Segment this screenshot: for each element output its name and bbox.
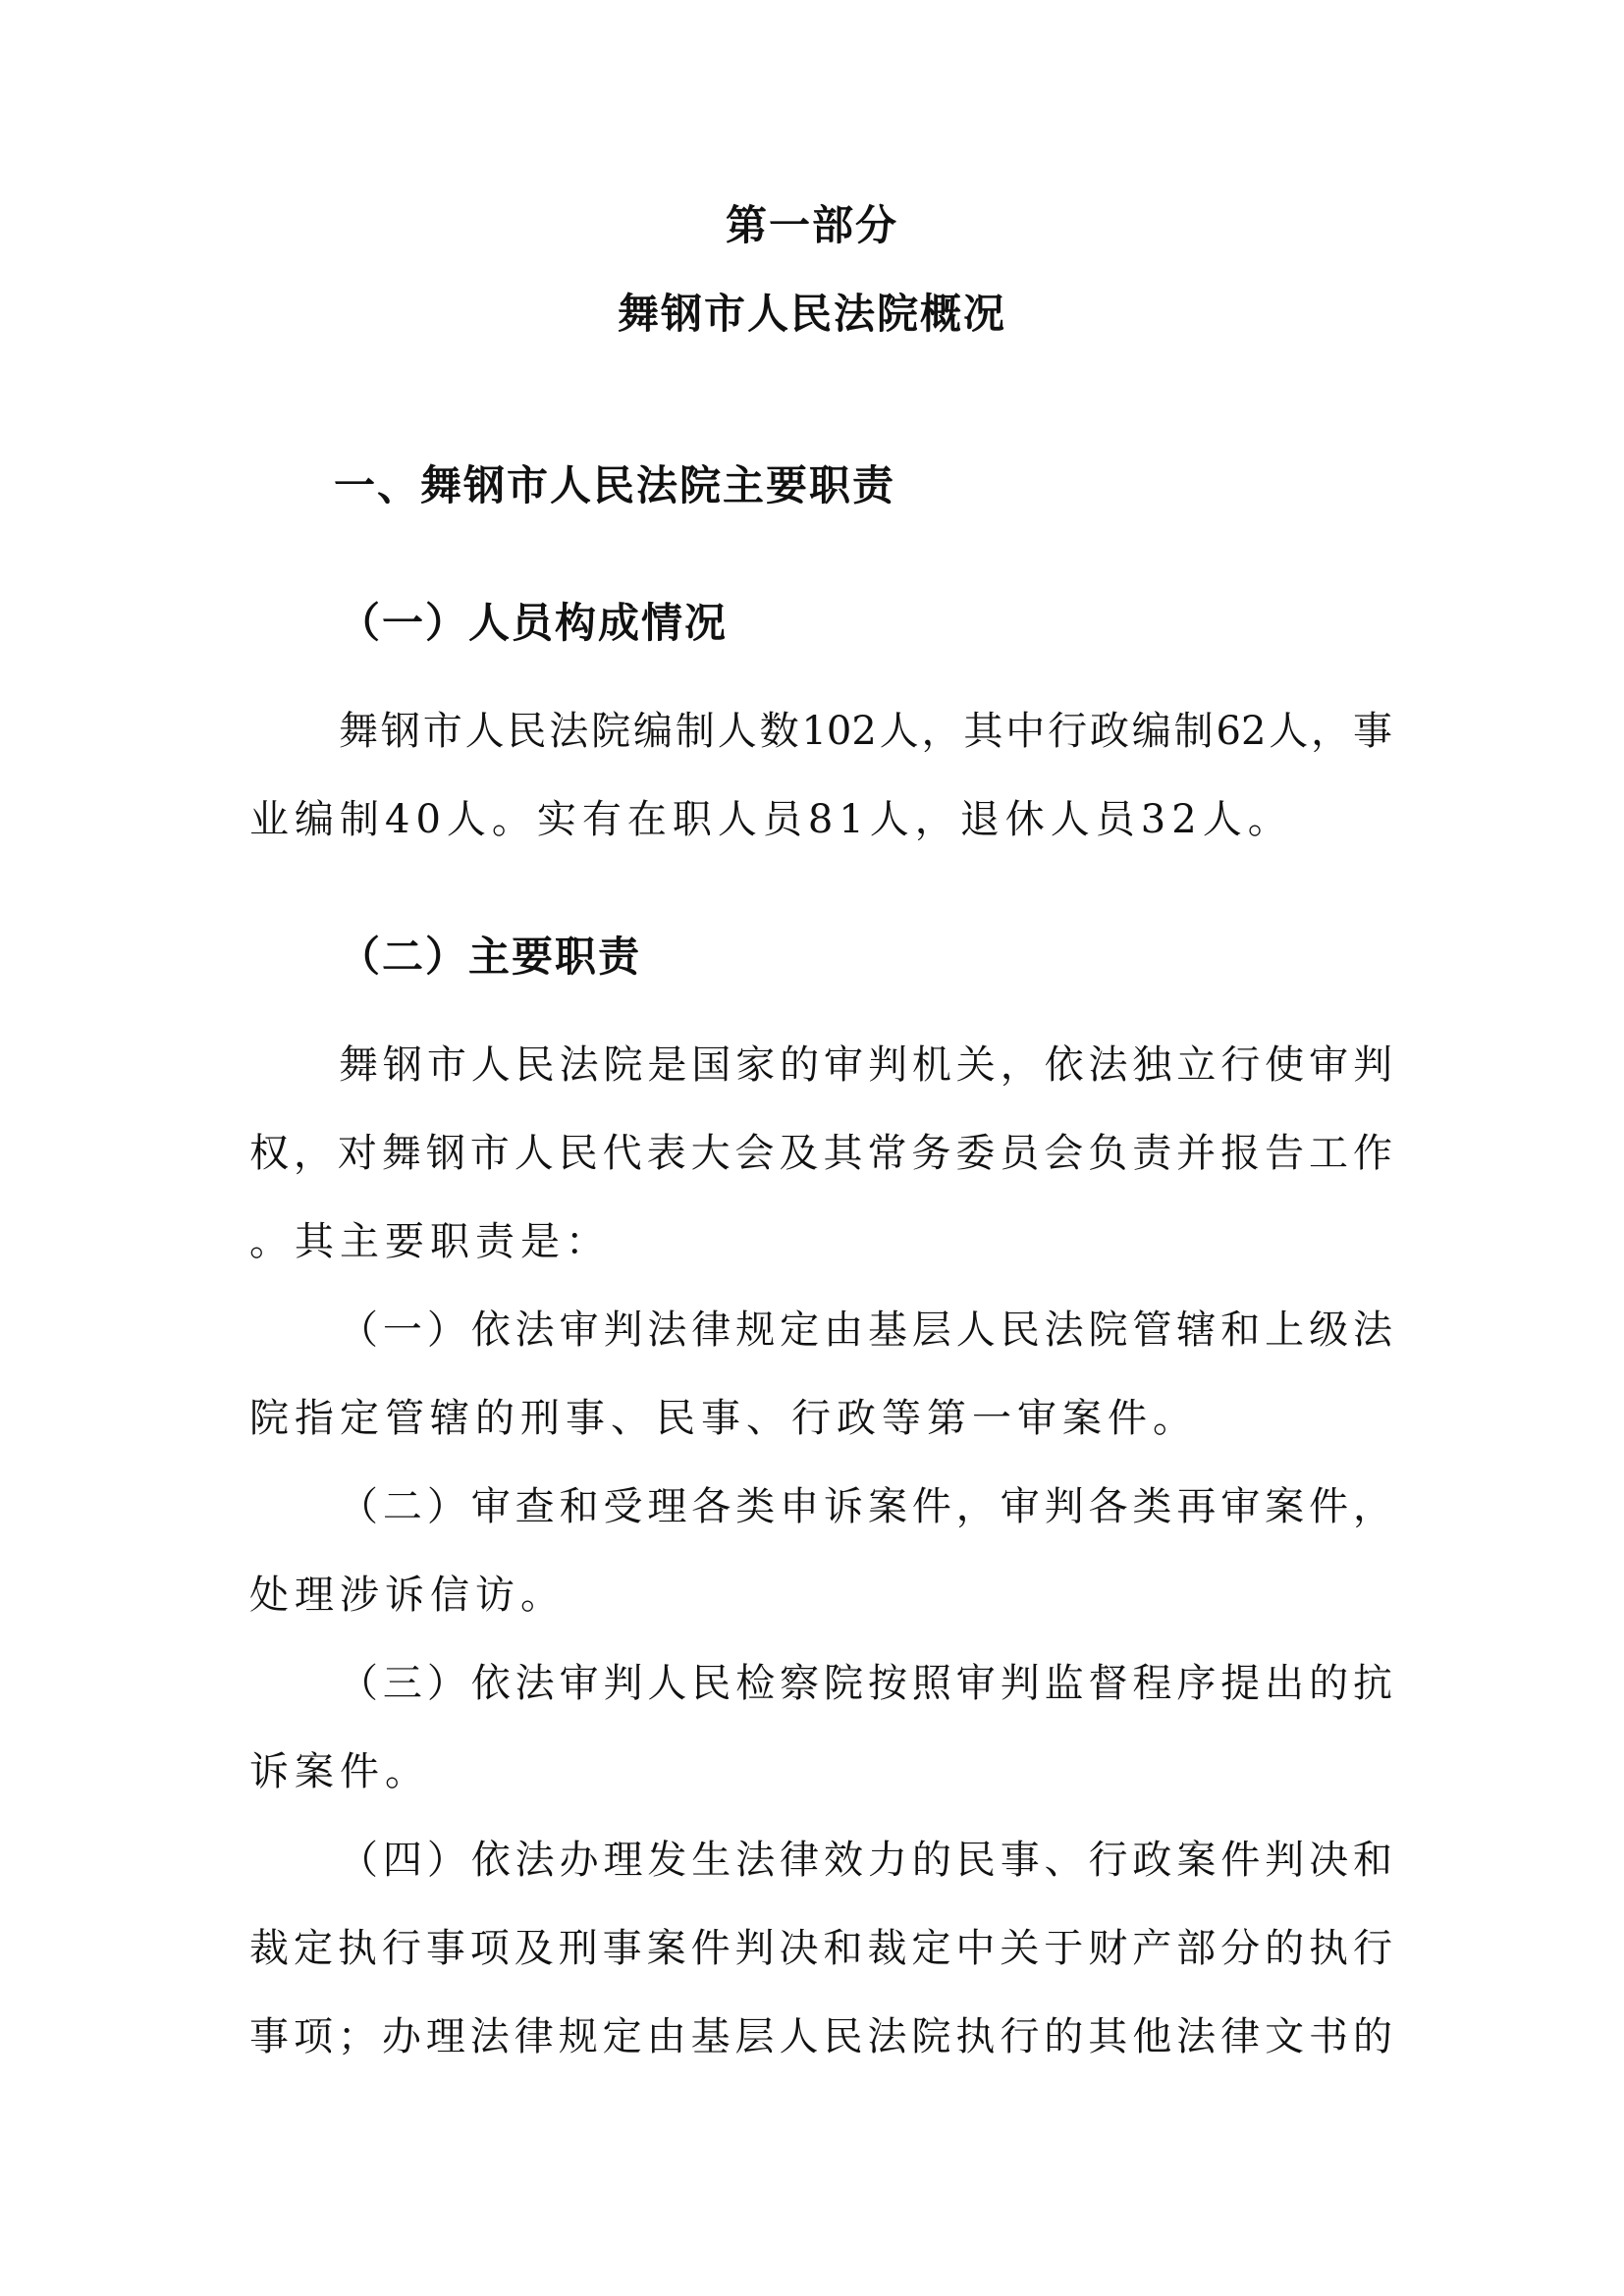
duty-item-line: 裁定执行事项及刑事案件判决和裁定中关于财产部分的执行 <box>249 1926 1392 1971</box>
section-title: 一、舞钢市人民法院主要职责 <box>334 461 896 509</box>
org-heading: 舞钢市人民法院概况 <box>617 290 1006 338</box>
paragraph-line: 权，对舞钢市人民代表大会及其常务委员会负责并报告工作 <box>249 1131 1392 1176</box>
duty-item-line: （三）依法审判人民检察院按照审判监督程序提出的抗 <box>339 1661 1392 1706</box>
duty-item-line: 诉案件。 <box>249 1749 430 1794</box>
duty-item-line: （四）依法办理发生法律效力的民事、行政案件判决和 <box>339 1838 1392 1883</box>
subsection-title-duties: （二）主要职责 <box>339 933 642 981</box>
duty-item-line: （二）审查和受理各类申诉案件，审判各类再审案件， <box>339 1484 1392 1529</box>
duty-item-line: 院指定管辖的刑事、民事、行政等第一审案件。 <box>249 1396 1198 1441</box>
paragraph-line: 舞钢市人民法院编制人数102人，其中行政编制62人，事 <box>339 709 1392 754</box>
paragraph-line: 。其主要职责是： <box>249 1219 611 1264</box>
part-heading: 第一部分 <box>725 201 898 249</box>
duty-item-line: （一）依法审判法律规定由基层人民法院管辖和上级法 <box>339 1308 1392 1353</box>
duty-item-line: 事项；办理法律规定由基层人民法院执行的其他法律文书的 <box>249 2014 1392 2059</box>
subsection-title-staffing: （一）人员构成情况 <box>339 599 729 647</box>
paragraph-line: 业编制40人。实有在职人员81人，退休人员32人。 <box>249 797 1293 842</box>
duty-item-line: 处理涉诉信访。 <box>249 1573 566 1618</box>
paragraph-line: 舞钢市人民法院是国家的审判机关，依法独立行使审判 <box>339 1042 1392 1088</box>
